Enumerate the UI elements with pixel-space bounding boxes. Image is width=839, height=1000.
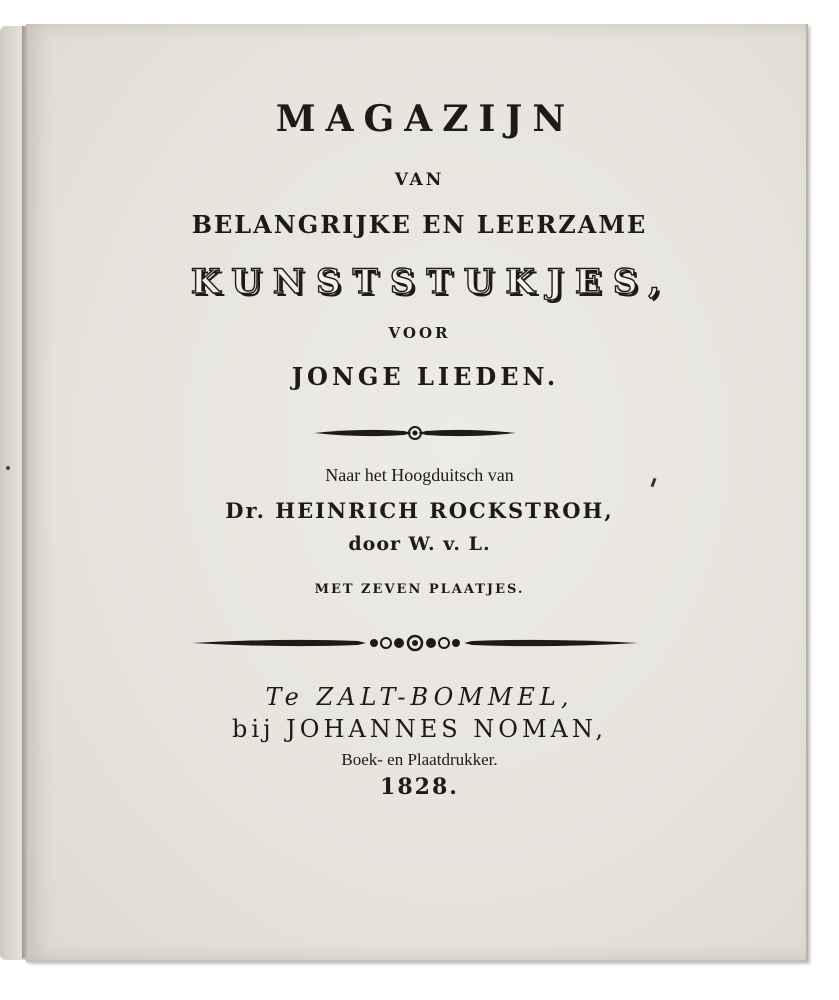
title-page xyxy=(26,24,808,962)
author-name: Dr. HEINRICH ROCKSTROH, xyxy=(225,498,614,523)
ornament-divider-small xyxy=(312,424,518,442)
connector-voor: VOOR xyxy=(388,324,451,342)
book-title: MAGAZIJN xyxy=(275,98,576,140)
imprint-printer: bij JOHANNES NOMAN, xyxy=(232,715,607,743)
illustrations-note: MET ZEVEN PLAATJES. xyxy=(314,582,525,597)
book-subject: KUNSTSTUKJES, xyxy=(190,262,673,302)
translation-note: Naar het Hoogduitsch van xyxy=(325,465,514,485)
book-subtitle: BELANGRIJKE EN LEERZAME xyxy=(191,210,648,239)
connector-van: VAN xyxy=(394,170,445,190)
book xyxy=(0,18,812,968)
imprint-year: 1828. xyxy=(380,774,459,800)
book-audience: JONGE LIEDEN. xyxy=(291,362,560,391)
imprint-occupation: Boek- en Plaatdrukker. xyxy=(341,750,498,769)
translator-line: door W. v. L. xyxy=(348,533,491,555)
book-gutter xyxy=(22,26,30,958)
imprint-place: Te ZALT-BOMMEL, xyxy=(265,683,574,711)
ornament-divider-large xyxy=(190,632,640,654)
